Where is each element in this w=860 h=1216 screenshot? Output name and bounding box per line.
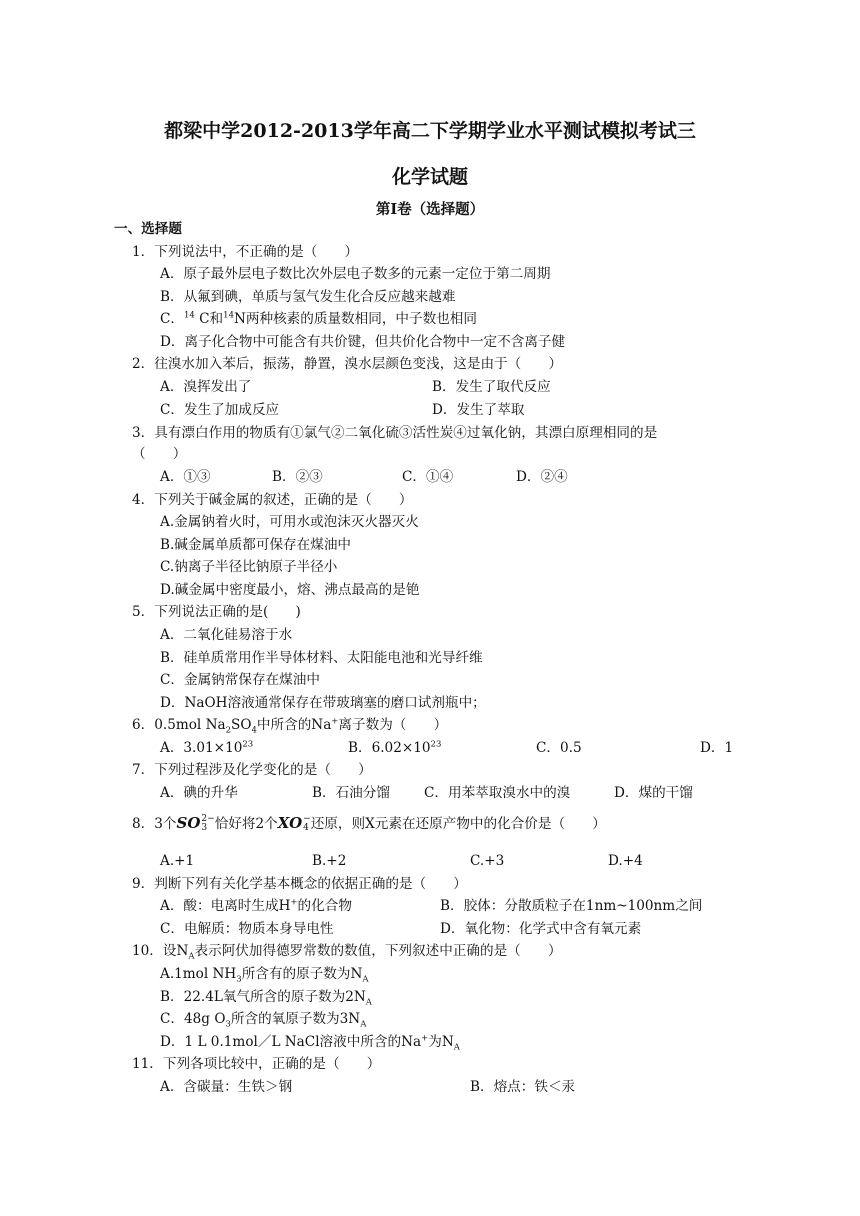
q2-option-b: B．发生了取代反应 — [432, 379, 551, 395]
q5-option-c: C．金属钠常保存在煤油中 — [160, 672, 320, 688]
q5-option-b: B．硅单质常用作半导体材料、太阳能电池和光导纤维 — [160, 650, 483, 666]
q3-stem-cont: （ ） — [132, 446, 187, 462]
q8-stem: 8．3个SO 2− 3 恰好将2个XO − 4 还原，则X元素在还原产物中的化合价是（ ） — [132, 814, 606, 833]
q1-option-b: B．从氟到碘，单质与氢气发生化合反应越来越难 — [160, 289, 456, 305]
q7-stem: 7．下列过程涉及化学变化的是（ ） — [132, 762, 372, 778]
q10-stem: 10．设$N_A$表示阿伏加得德罗常数的数值，下列叙述中正确的是（ ） — [132, 943, 562, 962]
q6-option-c: C．0.5 — [536, 740, 582, 756]
section-heading: 一、选择题 — [114, 221, 182, 237]
q7-option-a: A．碘的升华 — [160, 785, 238, 801]
q7-option-c: C．用苯萃取溴水中的溴 — [424, 785, 571, 801]
q6-stem: 6．0.5mol $Na_2SO_4$中所含的Na+离子数为（ ） — [132, 716, 448, 736]
q3-option-a: A．①③ — [160, 469, 211, 485]
school-title: 都梁中学2012-2013学年高二下学期学业水平测试模拟考试三 — [164, 120, 696, 142]
q6-option-a: A．$3.01\times 10^{23}$ — [160, 739, 254, 756]
part-title: 第Ⅰ卷（选择题） — [375, 201, 485, 218]
q9-option-b: B．胶体：分散质粒子在1nm~100nm之间 — [440, 898, 703, 914]
q3-stem: 3．具有漂白作用的物质有①氯气②二氧化硫③活性炭④过氧化钠，其漂白原理相同的是 — [132, 425, 658, 441]
q8-option-c: C.+3 — [470, 853, 505, 869]
q6-option-d: D．1 — [700, 740, 734, 756]
xo4-ion-formula: XO − 4 — [277, 814, 311, 833]
q9-option-a: A．酸：电离时生成H+的化合物 — [160, 897, 352, 914]
q5-option-d: D．NaOH溶液通常保存在带玻璃塞的磨口试剂瓶中； — [160, 695, 486, 711]
q4-option-b: B.碱金属单质都可保存在煤油中 — [160, 537, 352, 553]
q1-stem: 1．下列说法中，不正确的是（ ） — [132, 244, 359, 260]
q11-option-b: B．熔点：铁＜汞 — [470, 1079, 576, 1095]
q5-option-a: A．二氧化硅易溶于水 — [160, 627, 293, 643]
q11-option-a: A．含碳量：生铁＞钢 — [160, 1079, 293, 1095]
q7-option-d: D．煤的干馏 — [614, 785, 693, 801]
q10-option-c: C．48g $O_3$所含的氧原子数为$3N_A$ — [160, 1011, 367, 1030]
sulfite-ion-formula: SO 2− 3 — [176, 814, 215, 833]
q4-stem: 4．下列关于碱金属的叙述，正确的是（ ） — [132, 492, 413, 508]
q9-option-c: C．电解质：物质本身导电性 — [160, 921, 334, 937]
q5-stem: 5．下列说法正确的是( ) — [132, 604, 301, 620]
q9-stem: 9．判断下列有关化学基本概念的依据正确的是（ ） — [132, 876, 467, 892]
q10-option-a: A.1mol $NH_3$所含有的原子数为$N_A$ — [160, 966, 369, 985]
q4-option-c: C.钠离子半径比钠原子半径小 — [160, 559, 338, 575]
q1-option-d: D．离子化合物中可能含有共价键，但共价化合物中一定不含离子健 — [160, 334, 566, 350]
q3-option-c: C．①④ — [402, 469, 454, 485]
q8-option-b: B.+2 — [312, 853, 347, 869]
q10-option-d: D．1 L 0.1mol／L NaCl溶液中所含的Na+为$N_A$ — [160, 1033, 460, 1053]
q2-option-d: D．发生了萃取 — [432, 402, 525, 418]
q4-option-a: A.金属钠着火时，可用水或泡沫灭火器灭火 — [160, 514, 419, 530]
q1-option-a: A．原子最外层电子数比次外层电子数多的元素一定位于第二周期 — [160, 266, 551, 282]
q9-option-d: D．氧化物：化学式中含有氧元素 — [440, 921, 642, 937]
subject-title: 化学试题 — [391, 166, 468, 188]
q7-option-b: B．石油分馏 — [312, 785, 390, 801]
q2-option-c: C．发生了加成反应 — [160, 402, 280, 418]
q10-option-b: B．22.4L氧气所含的原子数为$2N_A$ — [160, 989, 372, 1008]
q1-option-c: C．$^{14}$ C和$^{14}$N两种核素的质量数相同，中子数也相同 — [160, 310, 477, 327]
q4-option-d: D.碱金属中密度最小，熔、沸点最高的是铯 — [160, 582, 420, 598]
q2-stem: 2．往溴水加入苯后，振荡，静置，溴水层颜色变浅，这是由于（ ） — [132, 356, 563, 372]
q3-option-b: B．②③ — [272, 469, 323, 485]
q8-option-a: A.+1 — [160, 853, 195, 869]
q8-option-d: D.+4 — [608, 853, 643, 869]
q2-option-a: A．溴挥发出了 — [160, 379, 252, 395]
q11-stem: 11．下列各项比较中，正确的是（ ） — [132, 1056, 381, 1072]
q3-option-d: D．②④ — [516, 469, 568, 485]
q6-option-b: B．$6.02\times 10^{23}$ — [348, 739, 442, 756]
